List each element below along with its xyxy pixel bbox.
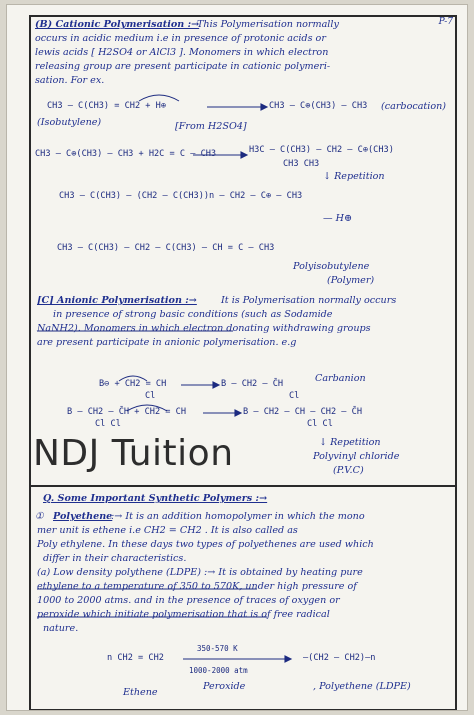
polyethene-line: differ in their characteristics.	[43, 553, 187, 564]
anionic-eq1-right: B — CH2 — C̄H	[221, 379, 284, 389]
cationic-line: releasing group are present participate in cationic polymeri-	[35, 61, 331, 72]
cationic-eq2-sub: CH3 CH3	[283, 159, 320, 169]
anionic-product-note: (P.V.C)	[333, 465, 364, 476]
cationic-heading: (B) Cationic Polymerisation :→	[35, 19, 200, 30]
polyethene-title: Polyethene	[53, 511, 113, 522]
cationic-eq1-left: CH3 — C(CH3) = CH2 + H⊕	[47, 101, 166, 111]
arrow-head-icon	[285, 656, 291, 662]
arrow-head-icon	[261, 104, 267, 110]
polyethene-line: ethylene to a temperature of 350 to 570K, under high pressure of	[37, 581, 357, 592]
anionic-eq2-sub: Cl Cl	[95, 419, 121, 429]
anionic-eq2-left: B — CH2 — C̄H + CH2 = CH	[67, 407, 186, 417]
reaction-arrows	[7, 5, 468, 711]
cationic-line: occurs in acidic medium i.e in presence of protonic acids or	[35, 33, 326, 44]
cationic-eq3: CH3 — C(CH3) — (CH2 — C(CH3))n — CH2 — C⊕ — CH3	[59, 191, 303, 201]
electron-shift-arc	[139, 95, 179, 101]
ldpe-label-peroxide: Peroxide	[203, 681, 246, 692]
anionic-line: in presence of strong basic conditions (such as Sodamide	[53, 309, 333, 320]
cationic-eq2-right: H3C — C(CH3) — CH2 — C⊕(CH3)	[249, 145, 394, 155]
cationic-repetition: ↓ Repetition	[323, 171, 385, 182]
item-number: ①	[35, 511, 44, 522]
polyethene-line: (a) Low density polythene (LDPE) :→ It is obtained by heating pure	[37, 567, 363, 578]
ldpe-reaction-left: n CH2 = CH2	[107, 653, 164, 663]
anionic-eq2-right: B — CH2 — CH — CH2 — C̄H	[243, 407, 362, 417]
anionic-heading: [C] Anionic Polymerisation :→	[37, 295, 197, 306]
anionic-eq1-right-sub: Cl	[289, 391, 300, 401]
anionic-eq1-sub: Cl	[145, 391, 156, 401]
arrow-head-icon	[241, 152, 247, 158]
polyethene-line: 1000 to 2000 atms. and in the presence of traces of oxygen or	[37, 595, 340, 606]
cationic-eq1-note: (carbocation)	[381, 101, 447, 112]
polyethene-line: mer unit is ethene i.e CH2 = CH2 . It is also called as	[37, 525, 298, 536]
polyethene-line: :→ It is an addition homopolymer in which the mono	[111, 511, 365, 522]
polyethene-line: Poly ethylene. In these days two types of polyethenes are used which	[37, 539, 374, 550]
arrow-head-icon	[213, 382, 219, 388]
arrow-head-icon	[235, 410, 241, 416]
anionic-eq2-right-sub: Cl Cl	[307, 419, 333, 429]
cationic-eq1-caption: (Isobutylene)	[37, 117, 102, 128]
anionic-product: Polyvinyl chloride	[313, 451, 400, 462]
cationic-eq1-source: [From H2SO4]	[175, 121, 247, 132]
ldpe-reaction-right: —(CH2 — CH2)—n	[303, 653, 376, 663]
anionic-eq1-left: B⊖ + CH2 = CH	[99, 379, 167, 389]
ldpe-label-ethene: Ethene	[123, 687, 158, 698]
cationic-line: lewis acids [ H2SO4 or AlCl3 ]. Monomers in which electron	[35, 47, 329, 58]
anionic-repetition: ↓ Repetition	[319, 437, 381, 448]
page-number: P-7	[438, 17, 453, 27]
ldpe-condition-top: 350-570 K	[197, 644, 238, 653]
cationic-product-note: (Polymer)	[327, 275, 375, 286]
polyethene-line: peroxide which initiate polymerisation that is of free radical	[37, 609, 330, 620]
anionic-eq1-note: Carbanion	[315, 373, 366, 384]
polyethene-line: nature.	[43, 623, 79, 634]
ldpe-label-product: , Polyethene (LDPE)	[313, 681, 411, 692]
cationic-eq1-right: CH3 — C⊕(CH3) — CH3	[269, 101, 368, 111]
cationic-eq4: CH3 — C(CH3) — CH2 — C(CH3) — CH = C — CH3	[57, 243, 275, 253]
cationic-minus-h: — H⊕	[323, 213, 353, 224]
notebook-page	[6, 4, 468, 711]
cationic-line: This Polymerisation normally	[197, 19, 339, 30]
anionic-line: NaNH2). Monomers in which electron donating withdrawing groups	[37, 323, 371, 334]
ldpe-condition-bottom: 1000-2000 atm	[189, 666, 248, 675]
cationic-line: sation. For ex.	[35, 75, 105, 86]
electron-shift-arc	[119, 376, 147, 381]
cationic-eq2-left: CH3 — C⊕(CH3) — CH3 + H2C = C — CH3	[35, 149, 217, 159]
electron-shift-arc	[127, 405, 167, 411]
anionic-line: are present participate in anionic polymerisation. e.g	[37, 337, 297, 348]
watermark-text: NDJ Tuition	[33, 433, 234, 474]
cationic-product: Polyisobutylene	[293, 261, 370, 272]
anionic-line: It is Polymerisation normally occurs	[221, 295, 397, 306]
synthetic-heading: Q. Some Important Synthetic Polymers :→	[43, 493, 268, 504]
